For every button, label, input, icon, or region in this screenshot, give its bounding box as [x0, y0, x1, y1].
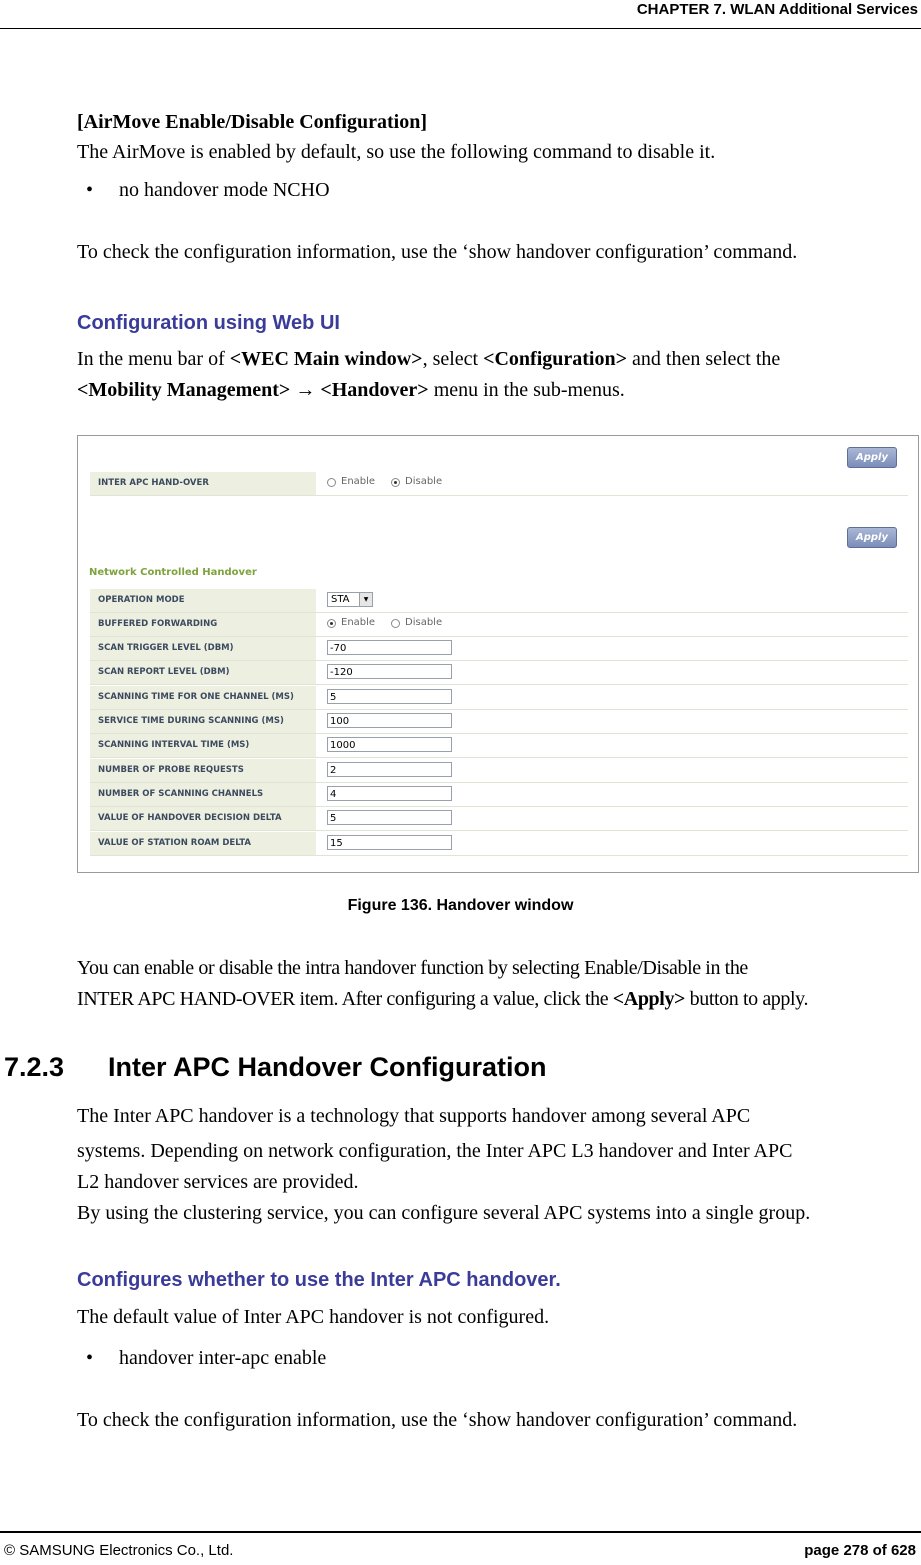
text: In the menu bar of [77, 348, 230, 370]
clustering-description: By using the clustering service, you can configure several APC systems into a single group. [77, 1202, 811, 1224]
buffered-forwarding-row [90, 613, 908, 637]
menu-configuration: <Configuration> [483, 348, 628, 370]
field-row [90, 637, 908, 661]
scanning-channels-input[interactable]: 4 [327, 786, 452, 801]
field-label: NUMBER OF PROBE REQUESTS [90, 759, 316, 782]
airmove-heading: [AirMove Enable/Disable Configuration] [77, 111, 427, 133]
arrow-icon: → [295, 379, 316, 401]
footer-copyright: © SAMSUNG Electronics Co., Ltd. [4, 1542, 234, 1559]
inter-apc-description-line3: L2 handover services are provided. [77, 1171, 359, 1193]
field-label: SCANNING TIME FOR ONE CHANNEL (MS) [90, 686, 316, 709]
buffered-forwarding-label: BUFFERED FORWARDING [90, 613, 316, 636]
airmove-description: The AirMove is enabled by default, so use the following command to disable it. [77, 141, 716, 163]
text: INTER APC HAND-OVER item. After configuring a value, click the [77, 988, 613, 1010]
inter-apc-disable-radio[interactable] [391, 478, 400, 487]
field-row [90, 783, 908, 807]
field-row [90, 686, 908, 710]
buffered-enable-radio[interactable] [327, 619, 336, 628]
text: menu in the sub-menus. [428, 379, 625, 401]
section-title: Inter APC Handover Configuration [108, 1052, 547, 1082]
inter-apc-row [90, 472, 908, 496]
operation-mode-select[interactable] [327, 592, 373, 607]
enable-label: Enable [341, 617, 376, 628]
inter-apc-enable-radio[interactable] [327, 478, 336, 487]
text: , select [422, 348, 484, 370]
command-no-handover: no handover mode NCHO [119, 179, 330, 201]
field-label: SCAN REPORT LEVEL (DBM) [90, 661, 316, 684]
handover-window-screenshot [77, 435, 919, 873]
service-time-input[interactable]: 100 [327, 713, 452, 728]
inter-apc-label: INTER APC HAND-OVER [90, 472, 316, 495]
header-rule [0, 28, 921, 29]
ncho-section-title: Network Controlled Handover [89, 567, 257, 578]
operation-mode-label: OPERATION MODE [90, 589, 316, 612]
field-label: VALUE OF HANDOVER DECISION DELTA [90, 807, 316, 830]
section-number: 7.2.3 [4, 1052, 65, 1082]
footer-rule [0, 1531, 921, 1533]
station-roam-delta-input[interactable]: 15 [327, 835, 452, 850]
field-row [90, 710, 908, 734]
field-row [90, 832, 908, 856]
inter-apc-description-line1: The Inter APC handover is a technology that supports handover among several APC [77, 1105, 751, 1127]
chapter-header: CHAPTER 7. WLAN Additional Services [636, 1, 918, 18]
enable-disable-description-line1: You can enable or disable the intra handover function by selecting Enable/Disable in the [77, 957, 748, 979]
buffered-disable-radio[interactable] [391, 619, 400, 628]
enable-label: Enable [341, 476, 376, 487]
field-row [90, 661, 908, 685]
figure-caption: Figure 136. Handover window [347, 897, 574, 914]
menu-mobility-management: <Mobility Management> [77, 379, 291, 401]
text: and then select the [627, 348, 781, 370]
field-label: VALUE OF STATION ROAM DELTA [90, 832, 316, 855]
field-label: SCAN TRIGGER LEVEL (DBM) [90, 637, 316, 660]
inter-apc-config-heading: Configures whether to use the Inter APC handover. [77, 1269, 561, 1291]
apply-button-ncho[interactable]: Apply [847, 527, 897, 548]
chevron-down-icon[interactable]: ▼ [359, 593, 372, 606]
text: button to apply. [685, 988, 809, 1010]
check-config-text: To check the configuration information, use the ‘show handover configuration’ command. [77, 241, 798, 263]
probe-requests-input[interactable]: 2 [327, 762, 452, 777]
webui-instructions-line2 [77, 379, 625, 402]
apply-reference: <Apply> [612, 988, 686, 1010]
command-handover-inter-apc: handover inter-apc enable [119, 1347, 327, 1369]
disable-label: Disable [405, 617, 443, 628]
field-label: SERVICE TIME DURING SCANNING (MS) [90, 710, 316, 733]
scan-report-level-input[interactable]: -120 [327, 664, 452, 679]
handover-decision-delta-input[interactable]: 5 [327, 810, 452, 825]
menu-handover: <Handover> [320, 379, 429, 401]
disable-label: Disable [405, 476, 443, 487]
operation-mode-row [90, 589, 908, 613]
menu-wec-main: <WEC Main window> [229, 348, 423, 370]
webui-heading: Configuration using Web UI [77, 312, 340, 334]
field-row [90, 807, 908, 831]
footer-page-number: page 278 of 628 [804, 1542, 916, 1559]
bullet-marker: • [86, 1347, 94, 1369]
webui-instructions-line1 [77, 348, 780, 371]
scan-trigger-level-input[interactable]: -70 [327, 640, 452, 655]
check-config-text-2: To check the configuration information, use the ‘show handover configuration’ command. [77, 1409, 798, 1431]
scanning-time-input[interactable]: 5 [327, 689, 452, 704]
bullet-marker: • [86, 179, 94, 201]
apply-button-inter-apc[interactable]: Apply [847, 447, 897, 468]
inter-apc-default-text: The default value of Inter APC handover is not configured. [77, 1306, 550, 1328]
operation-mode-selected: STA [331, 594, 350, 605]
field-row [90, 734, 908, 758]
field-row [90, 759, 908, 783]
inter-apc-description-line2: systems. Depending on network configuration, the Inter APC L3 handover and Inter APC [77, 1140, 793, 1162]
scanning-interval-input[interactable]: 1000 [327, 737, 452, 752]
field-label: SCANNING INTERVAL TIME (MS) [90, 734, 316, 757]
enable-disable-description-line2 [77, 988, 808, 1011]
field-label: NUMBER OF SCANNING CHANNELS [90, 783, 316, 806]
